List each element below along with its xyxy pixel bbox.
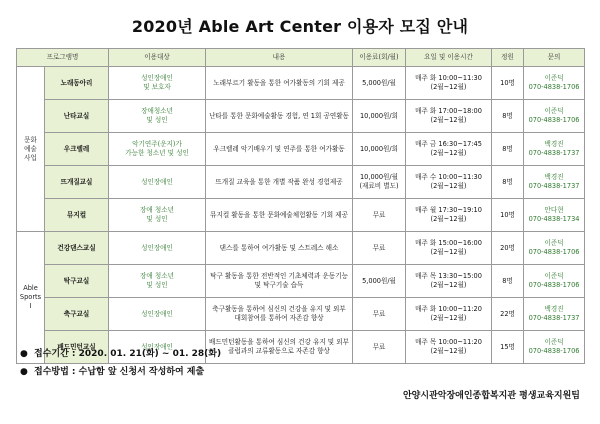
bullet-icon: ● <box>20 349 28 359</box>
target-cell: 성인장애인 <box>109 166 206 199</box>
capacity-cell: 15명 <box>492 331 524 364</box>
program-name: 축구교실 <box>45 298 109 331</box>
content-cell: 축구활동을 통하여 심신의 건강을 유지 및 외부 대회참여를 통하여 자존감 향상 <box>206 298 353 331</box>
fee-cell: 무료 <box>353 298 406 331</box>
target-cell: 성인장애인 <box>109 232 206 265</box>
contact-cell: 이준덕 070-4838-1706 <box>524 265 585 298</box>
table-row <box>17 133 585 166</box>
note-text: 접수방법 : 수납함 앞 신청서 작성하여 제출 <box>34 367 205 377</box>
schedule-cell: 매주 목 13:30~15:00 (2월~12월) <box>406 265 492 298</box>
note-application-period <box>20 345 221 363</box>
capacity-cell: 10명 <box>492 199 524 232</box>
header-contact: 문의 <box>524 49 585 67</box>
target-cell: 성인장애인 <box>109 298 206 331</box>
program-name: 뜨개질교실 <box>45 166 109 199</box>
schedule-cell: 매주 수 10:00~11:30 (2월~12월) <box>406 166 492 199</box>
page-title: 2020년 Able Art Center 이용자 모집 안내 <box>131 17 469 36</box>
program-name: 노래동아리 <box>45 67 109 100</box>
program-name: 우크렐레 <box>45 133 109 166</box>
target-cell: 성인장애인 <box>109 331 206 364</box>
header-capacity: 정원 <box>492 49 524 67</box>
header-fee: 이용료(회/월) <box>353 49 406 67</box>
capacity-cell: 22명 <box>492 298 524 331</box>
fee-cell: 10,000원/회 <box>353 100 406 133</box>
schedule-cell: 매주 화 10:00~11:30 (2월~12월) <box>406 67 492 100</box>
table-row <box>17 265 585 298</box>
target-cell: 장애 청소년 및 성인 <box>109 265 206 298</box>
target-cell: 장애 청소년 및 성인 <box>109 199 206 232</box>
schedule-cell: 매주 화 10:00~11:20 (2월~12월) <box>406 298 492 331</box>
organization-footer: 안양시관악장애인종합복지관 평생교육지원팀 <box>402 391 580 401</box>
fee-cell: 10,000원/월 (재료비 별도) <box>353 166 406 199</box>
content-cell: 난타를 통한 문화예술활동 경험, 연 1회 공연활동 <box>206 100 353 133</box>
content-cell: 댄스를 통하여 여가활동 및 스트레스 해소 <box>206 232 353 265</box>
schedule-cell: 매주 화 15:00~16:00 (2월~12월) <box>406 232 492 265</box>
capacity-cell: 8명 <box>492 166 524 199</box>
contact-cell: 이준덕 070-4838-1706 <box>524 232 585 265</box>
target-cell: 장애청소년 및 성인 <box>109 100 206 133</box>
content-cell: 뮤지컬 활동을 통한 문화예술체험활동 기회 제공 <box>206 199 353 232</box>
program-name: 난타교실 <box>45 100 109 133</box>
program-name: 뮤지컬 <box>45 199 109 232</box>
contact-cell: 이준덕 070-4838-1706 <box>524 100 585 133</box>
note-application-method <box>20 363 221 381</box>
program-name: 탁구교실 <box>45 265 109 298</box>
fee-cell: 10,000원/회 <box>353 133 406 166</box>
schedule-cell: 매주 화 17:00~18:00 (2월~12월) <box>406 100 492 133</box>
category-cell: 문화 예술 사업 <box>17 67 45 232</box>
fee-cell: 무료 <box>353 199 406 232</box>
header-program-name: 프로그램명 <box>17 49 109 67</box>
contact-cell: 백경진 070-4838-1737 <box>524 166 585 199</box>
bullet-icon: ● <box>20 367 28 377</box>
note-text: 접수기간 : 2020. 01. 21(화) ~ 01. 28(화) <box>34 349 222 359</box>
capacity-cell: 10명 <box>492 67 524 100</box>
fee-cell: 무료 <box>353 331 406 364</box>
schedule-cell: 매주 목 10:00~11:20 (2월~12월) <box>406 331 492 364</box>
content-cell: 뜨개질 교육을 통한 개별 작품 완성 경험제공 <box>206 166 353 199</box>
contact-cell: 이준덕 070-4838-1706 <box>524 67 585 100</box>
header-content: 내용 <box>206 49 353 67</box>
content-cell: 탁구 활동을 통한 전반적인 기초체력과 운동기능 및 탁구기술 습득 <box>206 265 353 298</box>
table-row <box>17 166 585 199</box>
contact-cell: 안다현 070-4838-1734 <box>524 199 585 232</box>
table-row <box>17 199 585 232</box>
contact-cell: 이준덕 070-4838-1706 <box>524 331 585 364</box>
content-cell: 배드민턴활동을 통하여 심신의 건강 유지 및 외부 클럽과의 교류활동으로 자존감 향상 <box>206 331 353 364</box>
contact-cell: 백경진 070-4838-1737 <box>524 133 585 166</box>
header-target: 이용대상 <box>109 49 206 67</box>
table-row <box>17 100 585 133</box>
program-table <box>16 48 585 364</box>
schedule-cell: 매주 월 17:30~19:10 (2월~12월) <box>406 199 492 232</box>
capacity-cell: 8명 <box>492 100 524 133</box>
fee-cell: 무료 <box>353 232 406 265</box>
capacity-cell: 20명 <box>492 232 524 265</box>
header-schedule: 요일 및 이용시간 <box>406 49 492 67</box>
table-row <box>17 67 585 100</box>
target-cell: 성인장애인 및 보호자 <box>109 67 206 100</box>
capacity-cell: 8명 <box>492 265 524 298</box>
table-row <box>17 298 585 331</box>
table-header-row <box>17 49 585 67</box>
notes <box>20 345 221 381</box>
capacity-cell: 8명 <box>492 133 524 166</box>
content-cell: 우크렐레 악기배우기 및 연주를 통한 여가활동 <box>206 133 353 166</box>
table-row <box>17 232 585 265</box>
fee-cell: 5,000원/월 <box>353 67 406 100</box>
program-name: 건강댄스교실 <box>45 232 109 265</box>
contact-cell: 백경진 070-4838-1737 <box>524 298 585 331</box>
content-cell: 노래부르기 활동을 통한 여가활동의 기회 제공 <box>206 67 353 100</box>
category-cell: Able Sports Ⅰ <box>17 232 45 364</box>
target-cell: 악기연주(운지)가 가능한 청소년 및 성인 <box>109 133 206 166</box>
program-name: 배드민턴교실 <box>45 331 109 364</box>
fee-cell: 5,000원/월 <box>353 265 406 298</box>
schedule-cell: 매주 금 16:30~17:45 (2월~12월) <box>406 133 492 166</box>
